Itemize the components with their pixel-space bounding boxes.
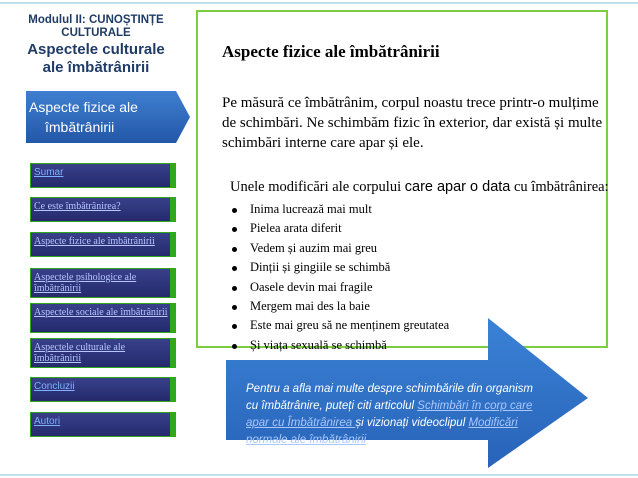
bullet-icon [232,227,237,232]
article-link[interactable]: Schimbări în corp care apar cu Îmbătrânirea [246,400,533,429]
nav-button-aspectele-psihologice[interactable] [30,268,176,298]
list-item-text: Este mai greu să ne menținem greutatea [250,318,450,333]
nav-button-aspecte-fizice[interactable] [30,232,176,257]
nav-edge [170,163,176,188]
top-stripe [0,2,638,4]
nav-edge [170,377,176,402]
intro-paragraph: Pe măsură ce îmbătrânim, corpul noastu trece printr-o mulțime de schimbări. Ne schimbăm fizic în exterior, dar există și multe schimbări interne care apar și ele. [222,95,603,151]
lead-part-1: Unele modificări ale corpului [230,179,405,195]
nav-button-sumar[interactable] [30,163,176,188]
bullet-icon [232,266,237,271]
nav-edge [170,197,176,222]
list-item-text: Mergem mai des la baie [250,298,370,313]
nav-label[interactable]: Concluzii [34,381,75,392]
nav-label[interactable]: Autori [34,416,61,427]
nav-label[interactable]: Sumar [34,167,64,178]
lead-part-2: care apar o data [404,179,511,195]
bullet-icon [232,305,237,310]
list-item [230,219,449,238]
active-section-label [29,97,179,137]
bottom-stripe [0,474,638,476]
active-section-line2: îmbătrânirii [45,119,115,135]
nav-label[interactable]: Aspectele psihologice ale îmbătrânirii [34,272,137,294]
nav-button-autori[interactable] [30,412,176,437]
bullet-icon [232,247,237,252]
nav-edge [170,412,176,437]
nav-edge [170,303,176,333]
callout-text-2: și vizionați videoclipul [355,417,469,429]
nav-edge [170,268,176,298]
bullet-icon [232,208,237,213]
nav-button-aspectele-sociale[interactable] [30,303,176,333]
list-item [230,278,449,297]
video-link-part-2[interactable]: normale ale îmbătrânirii [246,434,367,446]
list-item-text: Inima lucrează mai mult [250,202,372,216]
list-item-text: Și viața sexuală se schimbă [250,337,387,352]
nav-label[interactable]: Ce este îmbătrânirea? [34,201,121,212]
list-item-text: Dinții și gingiile se schimbă [250,260,391,275]
list-item-text: Oasele devin mai fragile [250,279,373,294]
video-link-part-1[interactable]: Modificări [468,417,518,429]
bullet-icon [232,286,237,291]
page-subtitle: Aspectele culturale [27,41,165,58]
main-title: Aspecte fizice ale îmbătrânirii [222,42,440,61]
nav-edge [170,338,176,368]
list-item [230,258,449,277]
sidebar-header [6,14,186,76]
module-label: Modulul II: CUNOȘTINȚE [28,14,164,26]
callout-text-1: Pentru a afla mai multe despre schimbările din organism cu îmbătrânire, puteți citi articolul [246,383,533,412]
page-subtitle-2: ale îmbătrânirii [42,59,150,76]
active-section-banner [26,91,190,143]
list-item-text: Vedem și auzim mai greu [250,240,378,255]
module-label-2: CULTURALE [61,27,131,39]
list-lead [230,179,610,196]
nav-button-concluzii[interactable] [30,377,176,402]
list-item [230,200,449,219]
callout-text [246,381,536,449]
callout-text-4: . [366,434,370,446]
list-item [230,239,449,258]
nav-button-ce-este[interactable] [30,197,176,222]
nav-label[interactable]: Aspectele culturale ale îmbătrânirii [34,342,126,364]
lead-part-3: cu îmbătrânirea: [510,179,609,195]
nav-label[interactable]: Aspecte fizice ale îmbătrânirii [34,236,155,247]
nav-edge [170,232,176,257]
list-item-text: Pielea arata diferit [250,221,342,236]
list-item [230,297,449,316]
active-section-line1: Aspecte fizice ale [29,99,138,115]
nav-button-aspectele-culturale[interactable] [30,338,176,368]
nav-label[interactable]: Aspectele sociale ale îmbătrânirii [34,307,168,318]
